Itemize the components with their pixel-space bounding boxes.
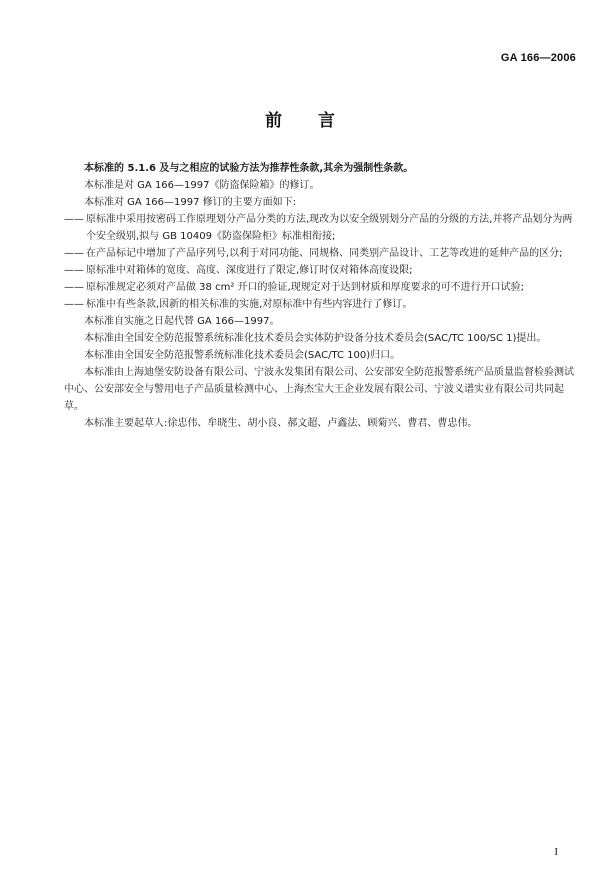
dash-marker: —— [64, 248, 84, 259]
paragraph-main-changes-intro: 本标准对 GA 166—1997 修订的主要方面如下: [84, 197, 297, 208]
list-item-text: 原标准规定必须对产品做 38 cm² 开口的验证,现规定对于达到材质和厚度要求的可不进行开口试验; [86, 282, 525, 293]
standard-code: GA 166—2006 [500, 52, 576, 64]
list-item-text: 原标准中采用按密码工作原理划分产品分类的方法,现改为以安全级别划分产品的分级的方法,并将产品划分为两个安全级别,拟与 GB 10409《防盗保险柜》标准相衔接; [86, 214, 573, 242]
list-item-text: 在产品标记中增加了产品序列号,以利于对同功能、同规格、同类别产品设计、工艺等改进的延伸产品的区分; [86, 248, 563, 259]
list-item [64, 211, 574, 245]
paragraph-main-drafters: 本标准主要起草人:徐忠伟、牟晓生、胡小良、郝文超、卢鑫法、顾菊兴、曹君、曹忠伟。 [84, 418, 478, 429]
dash-marker: —— [64, 282, 84, 293]
paragraph-revision-of: 本标准是对 GA 166—1997《防盗保险箱》的修订。 [84, 180, 320, 191]
dash-marker: —— [64, 214, 84, 225]
dash-marker: —— [64, 299, 84, 310]
paragraph-recommended-clauses: 本标准的 5.1.6 及与之相应的试验方法为推荐性条款,其余为强制性条款。 [84, 163, 414, 174]
list-item [64, 279, 574, 296]
paragraph-centralized-by: 本标准由全国安全防范报警系统标准化技术委员会(SAC/TC 100)归口。 [84, 350, 401, 361]
paragraph-drafted-by: 本标准由上海迪堡安防设备有限公司、宁波永发集团有限公司、公安部安全防范报警系统产品质量监督检验测试中心、公安部安全与警用电子产品质量检测中心、上海杰宝大王企业发展有限公司、宁波义谱实业有限公司共同起草。 [64, 367, 574, 412]
list-item-text: 标准中有些条款,因新的相关标准的实施,对原标准中有些内容进行了修订。 [86, 299, 413, 310]
list-item-text: 原标准中对箱体的宽度、高度、深度进行了限定,修订时仅对箱体高度设限; [86, 265, 413, 276]
list-item [64, 296, 574, 313]
list-item [64, 262, 574, 279]
paragraph-proposed-by: 本标准由全国安全防范报警系统标准化技术委员会实体防护设备分技术委员会(SAC/TC 100/SC 1)提出。 [84, 333, 547, 344]
page-number: I [554, 846, 558, 858]
list-item [64, 245, 574, 262]
page-title: 前 言 [265, 111, 335, 131]
paragraph-replaces: 本标准自实施之日起代替 GA 166—1997。 [84, 316, 280, 327]
dash-marker: —— [64, 265, 84, 276]
foreword-body [64, 160, 574, 432]
